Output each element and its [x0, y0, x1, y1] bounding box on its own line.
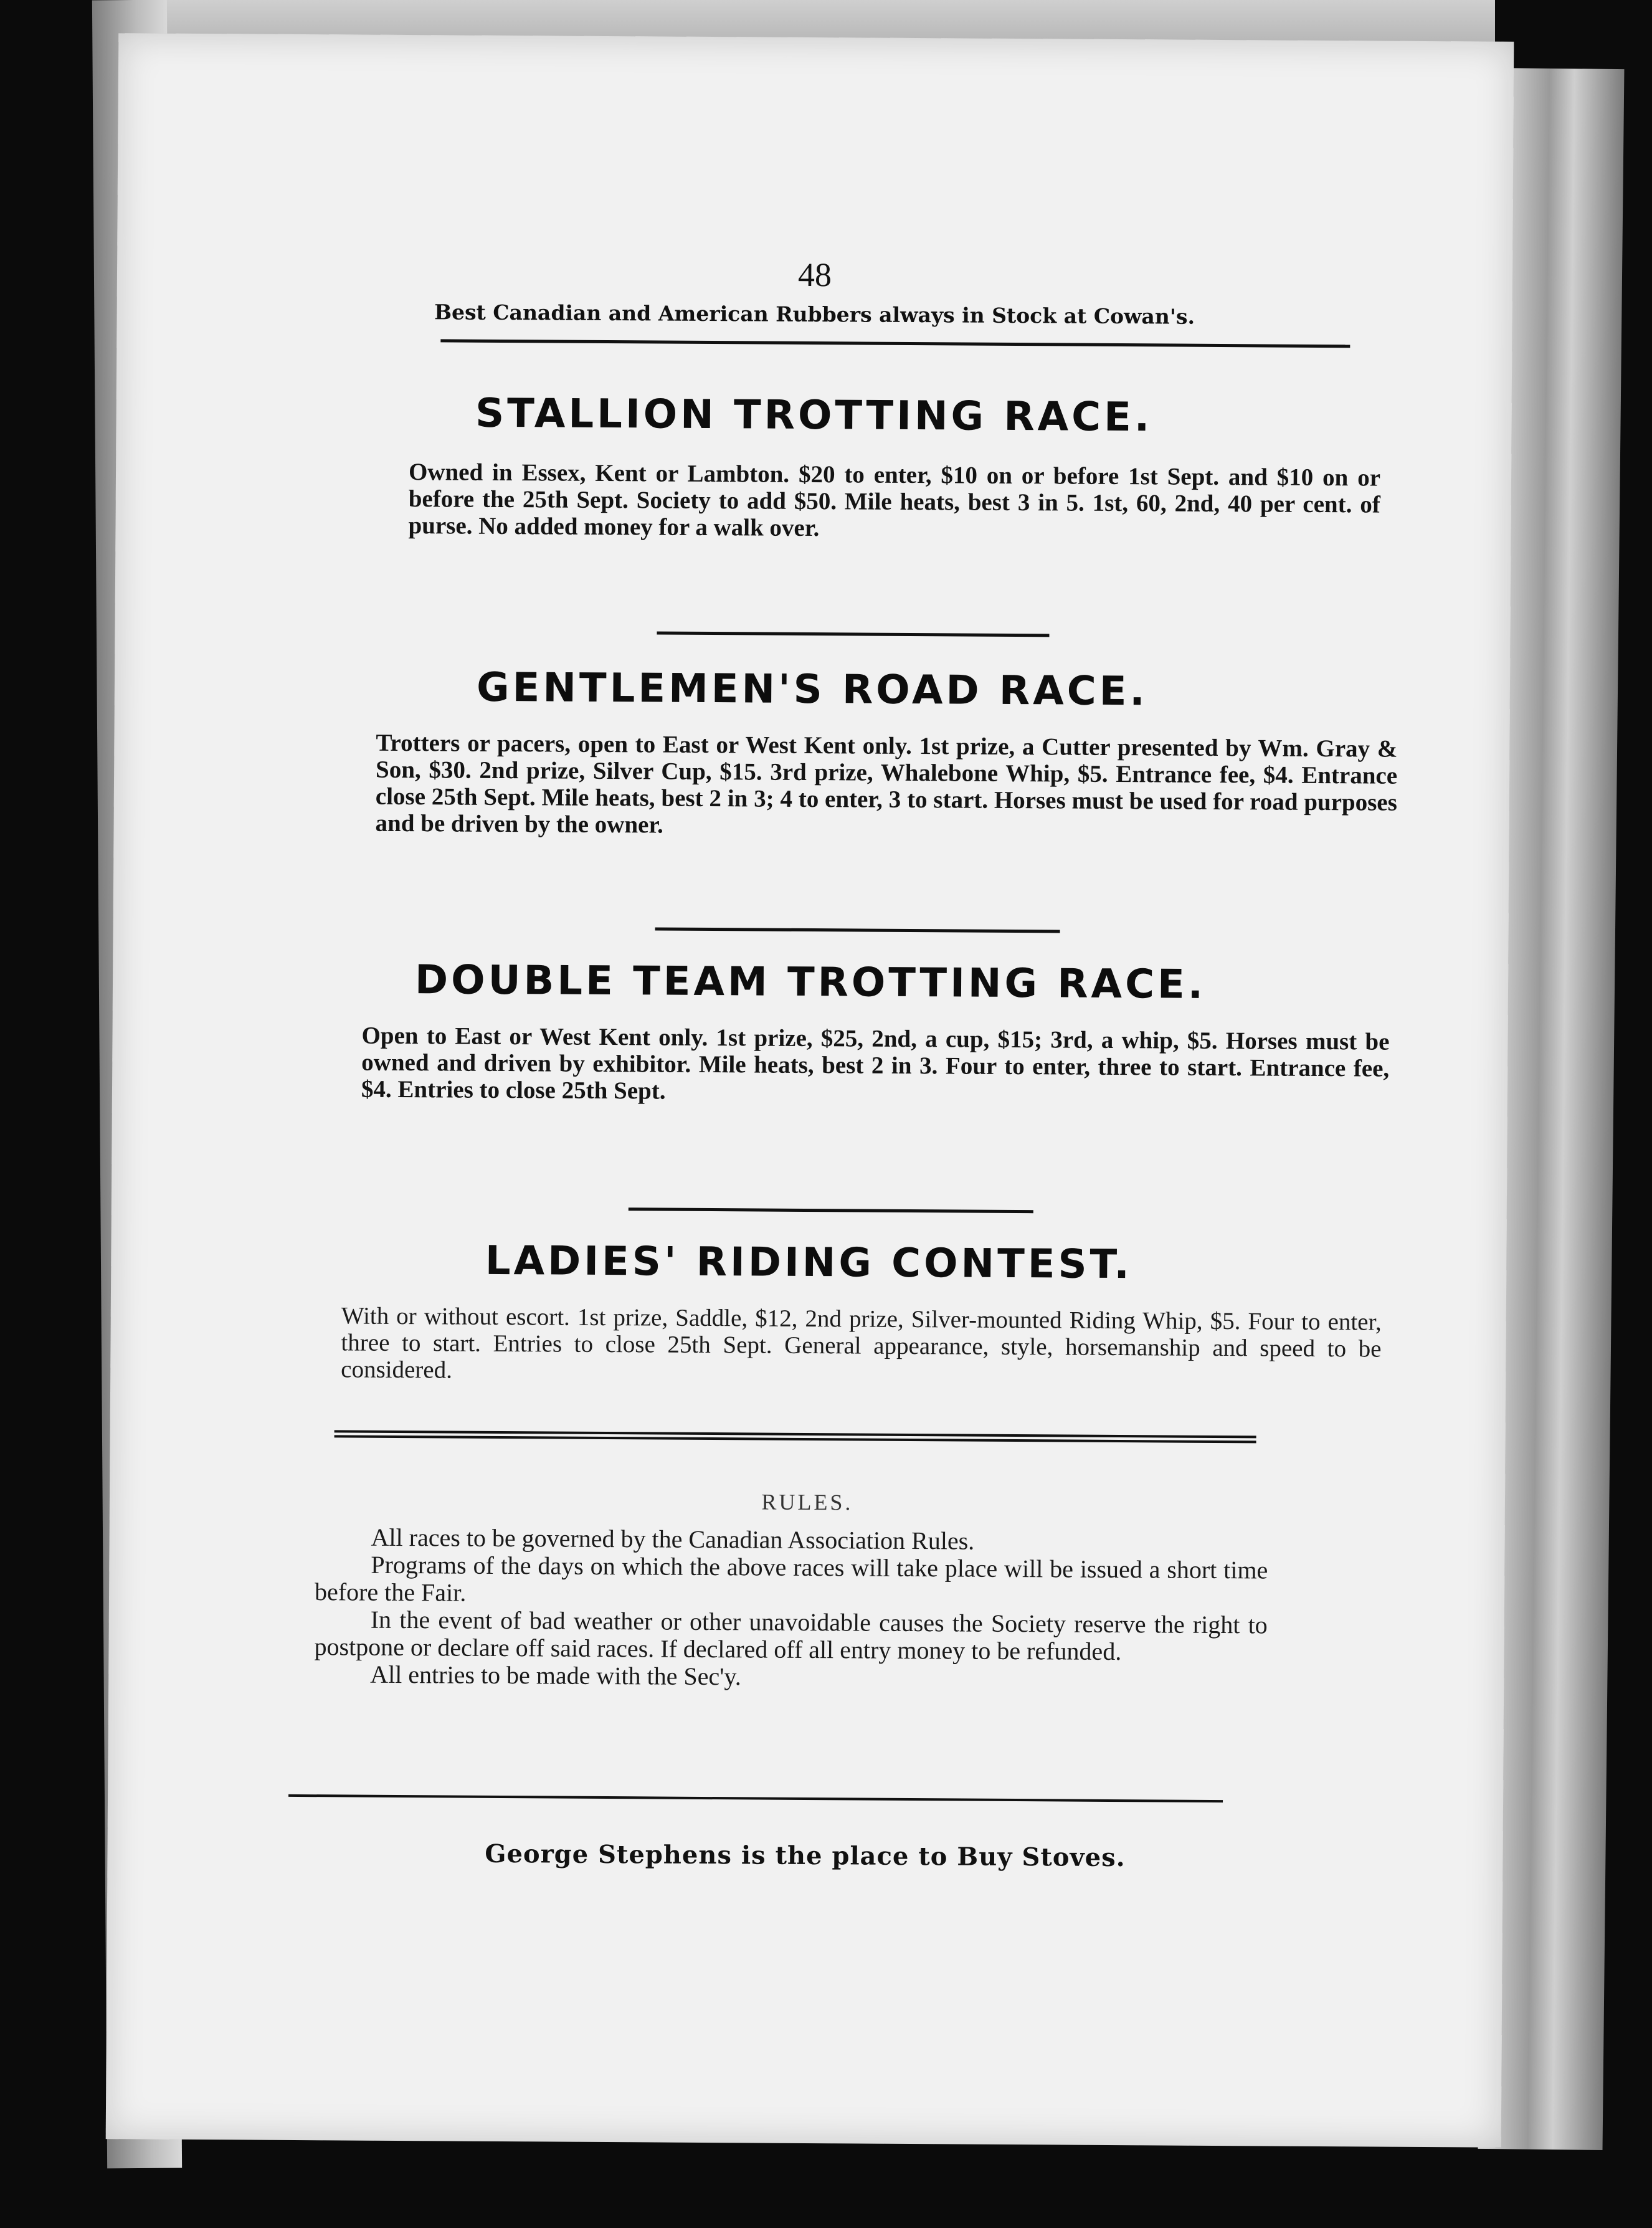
- rules-heading: RULES.: [761, 1489, 853, 1515]
- header-rule: [440, 339, 1350, 348]
- section-body: [375, 730, 1397, 843]
- rule-item: All races to be governed by the Canadian Association Rules.: [371, 1523, 975, 1555]
- section-heading: LADIES' RIDING CONTEST.: [485, 1237, 1133, 1288]
- section-text: With or without escort. 1st prize, Saddle, $12, 2nd prize, Silver-mounted Riding Whip, $5. Four to enter, three to start. Entries to close 25th Sept. General appearance, style, horsemanship and speed to be considered.: [341, 1302, 1382, 1384]
- section-heading: GENTLEMEN'S ROAD RACE.: [476, 664, 1148, 715]
- page-number: 48: [797, 255, 832, 294]
- section-body: [408, 459, 1380, 545]
- section-divider: [629, 1207, 1033, 1213]
- section-divider: [655, 927, 1060, 933]
- section-text: Open to East or West Kent only. 1st prize, $25, 2nd, a cup, $15; 3rd, a whip, $5. Horses must be owned and driven by exhibitor. Mile heats, best 2 in 3. Four to enter, three to start. Entrance fee, $4. Entries to close 25th Sept.: [361, 1022, 1390, 1105]
- section-text: Trotters or pacers, open to East or West Kent only. 1st prize, a Cutter presented by Wm. Gray & Son, $30. 2nd prize, Silver Cup, $15. 3rd prize, Whalebone Whip, $5. Entrance fee, $4. Entrance close 25th Sept. Mile heats, best 2 in 3; 4 to enter, 3 to start. Horses must be used for road purposes and be driven by the owner.: [375, 729, 1398, 839]
- document-page: [106, 33, 1514, 2148]
- section-body: [361, 1022, 1390, 1109]
- footer-advertisement: George Stephens is the place to Buy Stoves.: [485, 1839, 1126, 1873]
- section-divider: [657, 631, 1049, 637]
- section-body: [341, 1302, 1382, 1389]
- header-advertisement: Best Canadian and American Rubbers always in Stock at Cowan's.: [434, 300, 1195, 329]
- rules-divider: [335, 1430, 1256, 1443]
- rules-list: [314, 1523, 1268, 1693]
- rule-item: All entries to be made with the Sec'y.: [370, 1660, 741, 1691]
- section-heading: STALLION TROTTING RACE.: [475, 390, 1153, 441]
- section-text: Owned in Essex, Kent or Lambton. $20 to enter, $10 on or before 1st Sept. and $10 on or before the 25th Sept. Society to add $50. Mile heats, best 3 in 5. 1st, 60, 2nd, 40 per cent. of purse. No added money for a walk over.: [408, 459, 1381, 542]
- rule-item: Programs of the days on which the above races will take place will be issued a short time before the Fair.: [314, 1550, 1268, 1607]
- footer-rule: [288, 1794, 1223, 1802]
- rule-item: In the event of bad weather or other unavoidable causes the Society reserve the right to postpone or declare off said races. If declared off all entry money to be refunded.: [314, 1605, 1268, 1666]
- section-heading: DOUBLE TEAM TROTTING RACE.: [414, 957, 1207, 1008]
